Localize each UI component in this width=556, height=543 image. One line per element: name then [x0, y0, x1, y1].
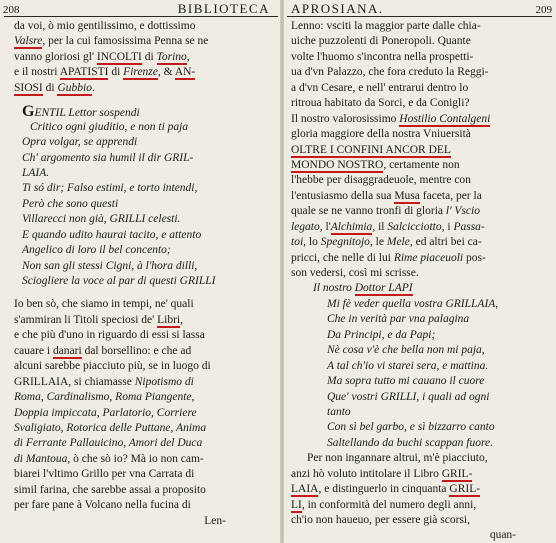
- text-run: , &: [157, 66, 175, 79]
- text-run: GRILLAIA, si chiamasse: [14, 375, 135, 388]
- left-text-line: [0, 483, 282, 498]
- right-text-line: [283, 312, 556, 327]
- text-run: Però che sono questi: [22, 197, 119, 210]
- left-text-line: [0, 166, 282, 181]
- text-run: ch'io non haueuo, per essere già scorsi,: [291, 514, 470, 526]
- right-text-line: [283, 81, 556, 96]
- text-run: Villarecci non già, GRILLI celesti.: [22, 213, 181, 226]
- text-run: di: [108, 66, 124, 79]
- right-text-line: [283, 405, 556, 420]
- text-run: di: [42, 81, 58, 94]
- text-run: e il nostri: [14, 66, 60, 79]
- left-text-line: [0, 212, 282, 227]
- left-text-line: [0, 274, 282, 289]
- text-run: , ò che sò io? Mà io non cam-: [67, 452, 204, 465]
- text-run: Nè cosa v'è che bella non mi paja,: [327, 344, 485, 357]
- left-running-title: BIBLIOTECA: [177, 1, 270, 16]
- underlined-term: GRIL-: [449, 483, 481, 496]
- text-run: di Mantoua: [14, 452, 68, 465]
- underlined-term: SIOSI: [14, 81, 43, 94]
- left-text-line: [0, 65, 282, 80]
- left-text-line: [0, 514, 282, 529]
- right-text-line: [283, 498, 556, 513]
- text-run: di: [141, 50, 157, 63]
- text-run: alcuni sarebbe piacciuto più, se in luogo di: [14, 360, 211, 373]
- left-text-line: [0, 259, 282, 274]
- text-run: dal borsellino: e che ad: [81, 344, 192, 357]
- left-text-line: [0, 498, 282, 513]
- underlined-term: Hostilio Contalgeni: [399, 112, 491, 125]
- left-page-number: 208: [3, 4, 20, 16]
- right-page: [283, 0, 556, 543]
- underlined-term: Musa: [394, 189, 420, 202]
- text-run: , l': [319, 220, 331, 233]
- left-text-line: [0, 390, 282, 405]
- right-text-line: [283, 127, 556, 142]
- left-text-line: [0, 81, 282, 96]
- right-text-line: [283, 204, 556, 219]
- text-run: gloria maggiore della nostra Vniuersità: [291, 128, 471, 141]
- right-text-line: [283, 189, 556, 204]
- text-run: Roma, Cardinalismo, Roma Piangente,: [14, 391, 195, 404]
- text-run: ,: [186, 50, 190, 63]
- right-text-line: [283, 65, 556, 80]
- text-run: Spegnitojo: [320, 236, 370, 249]
- right-text-line: [283, 359, 556, 374]
- text-run: Svaligiato, Rotorica delle Puttane, Anima: [14, 421, 207, 434]
- right-text-line: [283, 96, 556, 111]
- left-text-line: [0, 96, 282, 104]
- text-run: toi: [291, 236, 304, 249]
- text-run: e che più d'uno in riguardo di essi si lassa: [14, 329, 205, 342]
- underlined-term: MONDO NOSTRO: [291, 158, 384, 171]
- text-run: biarei l'vltimo Grillo per vna Carrata di: [14, 468, 195, 481]
- text-run: Nipotismo di: [134, 375, 194, 388]
- text-run: ritroua habitato da Sorci, e da Conigli?: [291, 97, 470, 110]
- text-run: Saltellando da buchi scappan fuore.: [327, 436, 493, 449]
- left-text-line: [0, 135, 282, 150]
- text-run: Opra volgar, se apprendi: [22, 136, 138, 149]
- text-run: , lo: [303, 236, 321, 249]
- left-text-line: [0, 228, 282, 243]
- text-run: Ma sopra tutto mi cauano il cuore: [327, 375, 485, 388]
- left-text-line: [0, 313, 282, 328]
- text-run: s'ammiran li Titoli speciosi de': [14, 313, 158, 326]
- text-run: quale se ne vanno tronfi di gloria: [291, 205, 446, 218]
- text-run: cauare i: [14, 344, 53, 357]
- right-text-line: [283, 158, 556, 173]
- text-run: Passa-: [453, 220, 485, 233]
- text-run: anzi hò voluto intitolare il Libro: [291, 467, 442, 480]
- right-text-line: [283, 281, 556, 296]
- right-text-line: [283, 328, 556, 343]
- text-run: Doppia impiccata, Parlatorio, Corriere: [14, 406, 197, 419]
- right-text-line: [283, 251, 556, 266]
- text-run: Da Principi, e da Papi;: [327, 328, 436, 341]
- left-text-line: [0, 181, 282, 196]
- right-text-line: [283, 235, 556, 250]
- underlined-term: LI: [291, 498, 302, 511]
- text-run: , il: [372, 220, 388, 233]
- left-text-line: [0, 197, 282, 212]
- underlined-term: INCOLTI: [96, 50, 142, 63]
- text-run: Salcicciotto: [387, 220, 442, 233]
- text-run: , per la cui famosissima Penna se ne: [42, 35, 209, 48]
- right-text-line: [283, 436, 556, 451]
- text-run: Lenno: vsciti la maggior parte dalle chia-: [291, 20, 481, 32]
- text-run: , i: [441, 220, 454, 233]
- text-run: faceta, per la: [419, 189, 482, 202]
- right-text-line: [283, 112, 556, 127]
- underlined-term: APATISTI: [59, 66, 109, 79]
- text-run: Il nostro: [313, 282, 355, 295]
- right-text-line: [283, 451, 556, 466]
- left-text-line: [0, 104, 282, 119]
- left-running-head: [0, 1, 282, 15]
- left-text-line: [0, 151, 282, 166]
- underlined-term: Valsre: [14, 35, 43, 48]
- underlined-term: danari: [52, 344, 82, 357]
- text-run: Sciogliere la voce al par di questi GRILLI: [22, 275, 216, 287]
- text-run: , le: [369, 236, 387, 249]
- right-text-line: [283, 343, 556, 358]
- text-run: Mi fè veder quella vostra GRILLAIA,: [327, 297, 499, 310]
- right-text-line: [283, 19, 556, 34]
- text-run: di Ferrante Pallauicino, Amori del Duca: [14, 437, 203, 450]
- left-text-line: [0, 297, 282, 312]
- text-run: .: [91, 81, 95, 94]
- text-run: son vedersi, così mi scrisse.: [291, 267, 419, 279]
- text-run: simil farina, che sarebbe assai a proposito: [14, 483, 206, 496]
- drop-capital: G: [22, 103, 35, 121]
- text-run: tanto: [327, 405, 351, 418]
- underlined-term: AN-: [174, 66, 196, 79]
- text-run: vanno gloriosi gl': [14, 50, 97, 63]
- text-run: ,: [180, 313, 183, 326]
- right-text-line: [283, 390, 556, 405]
- right-text-line: [283, 220, 556, 235]
- left-text-line: [0, 452, 282, 467]
- right-text-line: [283, 374, 556, 389]
- underlined-term: GRIL-: [441, 467, 473, 480]
- text-run: Per non ingannare altrui, m'è piacciuto,: [307, 452, 488, 465]
- left-text-line: [0, 359, 282, 374]
- left-text-line: [0, 406, 282, 421]
- text-run: l' Vscio: [445, 205, 480, 218]
- right-text-line: [283, 420, 556, 435]
- right-text-line: [283, 482, 556, 497]
- text-run: pricci, che nelle di lui: [291, 251, 394, 264]
- left-text-line: [0, 120, 282, 135]
- right-page-number: 209: [535, 4, 552, 16]
- right-text-line: [283, 143, 556, 158]
- underlined-term: Gubbio: [57, 81, 92, 94]
- text-run: Rime piaceuoli: [393, 251, 464, 264]
- text-run: Con sì bel garbo, e sì bizzarro canto: [327, 421, 495, 434]
- text-run: volte l'huomo s'incontra nella prospetti-: [291, 50, 474, 63]
- underlined-term: OLTRE I CONFINI ANCOR DEL: [291, 143, 451, 156]
- left-text-line: [0, 436, 282, 451]
- text-run: , certamente non: [383, 158, 460, 171]
- text-run: da voi, ò mio gentilissimo, e dottissimo: [14, 20, 196, 32]
- underlined-term: Firenze: [123, 66, 158, 79]
- text-run: , e distinguerlo in cinquanta: [318, 483, 450, 496]
- left-text-line: [0, 375, 282, 390]
- right-text-line: [283, 34, 556, 49]
- text-run: Mele: [386, 236, 410, 249]
- text-run: Io ben sò, che siamo in tempi, ne' quali: [14, 298, 194, 311]
- left-text-body: [0, 19, 282, 529]
- text-run: l'entusiasmo della sua: [291, 189, 395, 202]
- right-running-head: [283, 1, 556, 15]
- left-text-line: [0, 50, 282, 65]
- right-text-line: [283, 467, 556, 482]
- text-run: , ed altri bei ca-: [409, 236, 482, 249]
- text-run: pos-: [463, 251, 486, 264]
- text-run: Critico ogni giuditio, e non ti paja: [30, 120, 189, 133]
- right-text-line: [283, 297, 556, 312]
- left-text-line: [0, 19, 282, 34]
- right-text-line: [283, 528, 556, 543]
- text-run: LAIA.: [22, 166, 50, 179]
- right-text-body: [283, 19, 556, 543]
- left-text-line: [0, 344, 282, 359]
- left-text-line: [0, 243, 282, 258]
- right-running-title: APROSIANA.: [291, 1, 384, 16]
- text-run: Len-: [204, 514, 226, 527]
- text-run: uiche puzzolenti di Poneropoli. Quante: [291, 35, 471, 48]
- text-run: Que' vostri GRILLI, i quali ad ogni: [327, 390, 490, 403]
- text-run: ua d'vn Palazzo, che fora creduto la Reggi-: [291, 66, 489, 79]
- text-run: Che in verità par vna palagina: [327, 313, 470, 326]
- right-text-line: [283, 50, 556, 65]
- right-text-line: [283, 173, 556, 188]
- right-text-line: [283, 266, 556, 281]
- underlined-term: Dottor LAPI: [354, 282, 413, 295]
- text-run: , in conformità del numero degli anni,: [301, 498, 477, 511]
- text-run: Il nostro valorosissimo: [291, 112, 400, 125]
- left-text-line: [0, 289, 282, 297]
- left-text-line: [0, 34, 282, 49]
- text-run: Ti só dir; Falso estimi, e torto intendi,: [22, 182, 198, 195]
- left-text-line: [0, 421, 282, 436]
- text-run: a d'vn Cesare, e nell' entrarui dentro lo: [291, 81, 469, 94]
- text-run: l'hebbe per disaggradeuole, mentre con: [291, 174, 471, 187]
- text-run: Angelico di loro il bel concento;: [22, 244, 171, 257]
- left-text-line: [0, 467, 282, 482]
- right-text-line: [283, 513, 556, 528]
- text-run: quan-: [489, 529, 516, 542]
- underlined-term: Libri: [157, 313, 181, 326]
- text-run: E quando udito haurai tacito, e attento: [22, 228, 202, 241]
- underlined-term: LAIA: [291, 483, 319, 496]
- text-run: Ch' argomento sia humil il dir GRIL-: [22, 151, 194, 164]
- text-run: Non san gli stessi Cigni, à l'hora dilli,: [22, 259, 198, 272]
- underlined-term: Torino: [156, 50, 187, 63]
- underlined-term: Alchimia: [330, 220, 373, 233]
- text-run: ENTIL Lettor sospendi: [34, 107, 140, 120]
- text-run: legato: [291, 220, 320, 233]
- left-text-line: [0, 328, 282, 343]
- text-run: A tal ch'io vi starei sera, e mattina.: [327, 359, 489, 372]
- text-run: per fare pane à Volcano nella fucina di: [14, 499, 191, 512]
